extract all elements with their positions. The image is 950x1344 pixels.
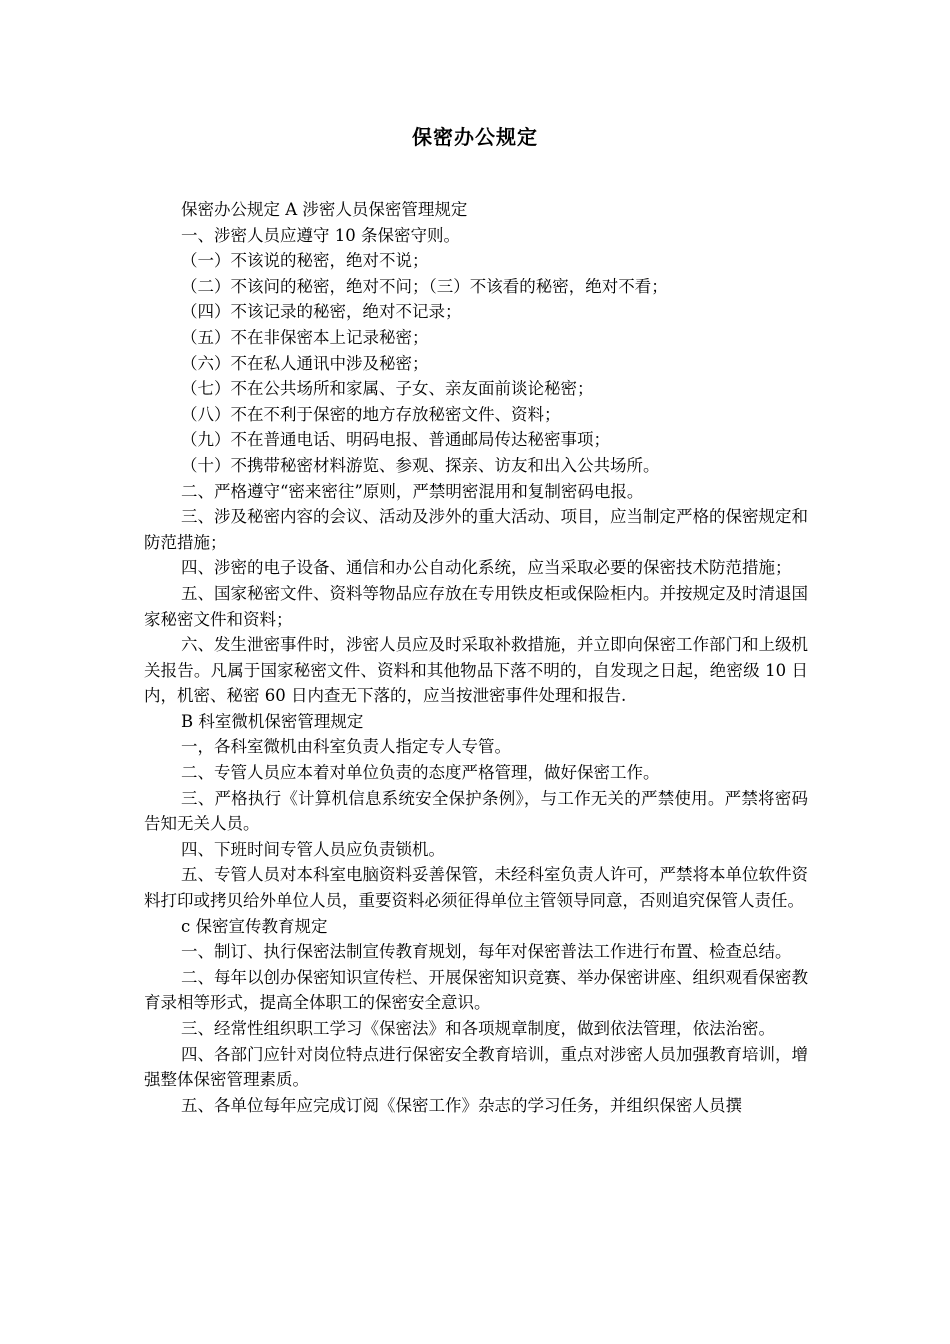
paragraph: 二、每年以创办保密知识宣传栏、开展保密知识竞赛、举办保密讲座、组织观看保密教育录相等形式，提高全体职工的保密安全意识。 xyxy=(144,967,808,1013)
section-c-heading: c 保密宣传教育规定 xyxy=(181,916,328,936)
paragraph: 四、涉密的电子设备、通信和办公自动化系统，应当采取必要的保密技术防范措施； xyxy=(181,558,792,578)
list-item: （七）不在公共场所和家属、子女、亲友面前谈论秘密； xyxy=(181,379,594,399)
section-a-heading: 保密办公规定 A 涉密人员保密管理规定 xyxy=(181,200,468,219)
document-body xyxy=(144,197,808,1118)
list-item: （九）不在普通电话、明码电报、普通邮局传达秘密事项； xyxy=(181,430,610,450)
paragraph: 五、各单位每年应完成订阅《保密工作》杂志的学习任务，并组织保密人员撰 xyxy=(181,1095,742,1115)
list-item: （十）不携带秘密材料游览、参观、探亲、访友和出入公共场所。 xyxy=(181,455,660,475)
list-item: （四）不该记录的秘密，绝对不记录； xyxy=(181,302,462,322)
list-item: （五）不在非保密本上记录秘密； xyxy=(181,327,429,347)
section-b-heading: B 科室微机保密管理规定 xyxy=(181,711,364,731)
list-item: （六）不在私人通讯中涉及秘密； xyxy=(181,353,429,373)
paragraph: 五、国家秘密文件、资料等物品应存放在专用铁皮柜或保险柜内。并按规定及时清退国家秘密文件和资料； xyxy=(144,583,808,629)
paragraph: 一、涉密人员应遵守 10 条保密守则。 xyxy=(181,225,460,245)
list-item: （八）不在不利于保密的地方存放秘密文件、资料； xyxy=(181,404,561,424)
list-item: （一）不该说的秘密，绝对不说； xyxy=(181,251,429,271)
paragraph: 一、制订、执行保密法制宣传教育规划，每年对保密普法工作进行布置、检查总结。 xyxy=(181,942,792,962)
paragraph: 一，各科室微机由科室负责人指定专人专管。 xyxy=(181,737,511,757)
paragraph: 三、严格执行《计算机信息系统安全保护条例》，与工作无关的严禁使用。严禁将密码告知无关人员。 xyxy=(144,788,808,834)
paragraph: 三、经常性组织职工学习《保密法》和各项规章制度，做到依法管理，依法治密。 xyxy=(181,1019,775,1038)
paragraph: 五、专管人员对本科室电脑资料妥善保管，未经科室负责人许可，严禁将本单位软件资料打印或拷贝给外单位人员，重要资料必须征得单位主管领导同意，否则追究保管人责任。 xyxy=(144,865,808,911)
paragraph: 四、下班时间专管人员应负责锁机。 xyxy=(181,839,445,859)
paragraph: 六、发生泄密事件时，涉密人员应及时采取补救措施，并立即向保密工作部门和上级机关报告。凡属于国家秘密文件、资料和其他物品下落不明的，自发现之日起，绝密级 10 日内，机密、秘密 60 日内查无下落的，应当按泄密事件处理和报告. xyxy=(144,635,808,706)
paragraph: 三、涉及秘密内容的会议、活动及涉外的重大活动、项目，应当制定严格的保密规定和防范措施； xyxy=(144,507,808,552)
list-item: （二）不该问的秘密，绝对不问；（三）不该看的秘密，绝对不看； xyxy=(181,276,668,296)
paragraph: 二、严格遵守“密来密往”原则，严禁明密混用和复制密码电报。 xyxy=(181,481,644,501)
paragraph: 四、各部门应针对岗位特点进行保密安全教育培训，重点对涉密人员加强教育培训，增强整体保密管理素质。 xyxy=(144,1044,808,1090)
paragraph: 二、专管人员应本着对单位负责的态度严格管理，做好保密工作。 xyxy=(181,763,660,783)
document-title: 保密办公规定 xyxy=(412,125,538,149)
